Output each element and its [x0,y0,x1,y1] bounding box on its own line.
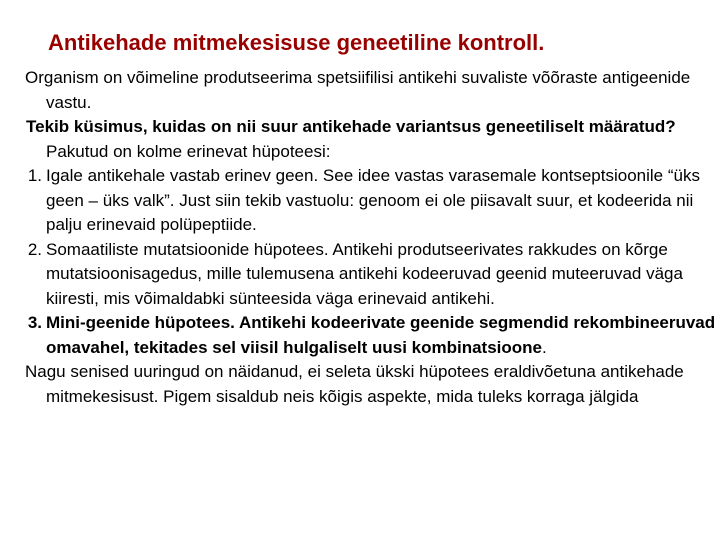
question-bold-text: Tekib küsimus, kuidas on nii suur antikehade variantsus geneetiliselt määratud? [26,117,676,136]
question-paragraph [0,115,716,164]
slide-body [0,66,716,409]
question-rest-text: Pakutud on kolme erinevat hüpoteesi: [46,141,331,161]
hypothesis-number: 2. [27,239,42,259]
conclusion-paragraph: Nagu senised uuringud on näidanud, ei seleta ükski hüpotees eraldivõetuna antikehade mitmekesisust. Pigem sisaldub neis kõigis aspekte, mida tuleks korraga jälgida [25,362,684,406]
hypothesis-text: Mini-geenide hüpotees. Antikehi kodeerivate geenide segmendid rekombineeruvad omavahel, tekitades sel viisil hulgaliselt uusi kombinatsioone [46,313,716,357]
slide-title: Antikehade mitmekesisuse geneetiline kontroll. [48,30,545,55]
intro-paragraph: Organism on võimeline produtseerima spetsiifilisi antikehi suvaliste võõraste antigeenide vastu. [25,68,691,112]
hypothesis-text: Somaatiliste mutatsioonide hüpotees. Antikehi produtseerivates rakkudes on kõrge mutatsioonisagedus, mille tulemusena antikehi kodeeruvad geenid muteeruvad väga kiiresti, mis võimaldabki sünteesida väga erinevaid antikehi. [46,239,683,308]
hypothesis-number: 1. [27,166,42,185]
hypothesis-item-2 [0,238,716,312]
hypothesis-trailing: . [542,337,547,357]
hypothesis-item-3 [0,311,716,360]
hypothesis-item-1 [0,164,716,238]
hypothesis-text: Igale antikehale vastab erinev geen. See idee vastas varasemale kontseptsioonile “üks geen – üks valk”. Just siin tekib vastuolu: genoom ei ole piisavalt suur, et kodeerida nii palju erinevaid polüpeptiide. [46,166,700,234]
hypothesis-number: 3. [27,313,42,332]
hypothesis-text-wrap [46,311,716,360]
